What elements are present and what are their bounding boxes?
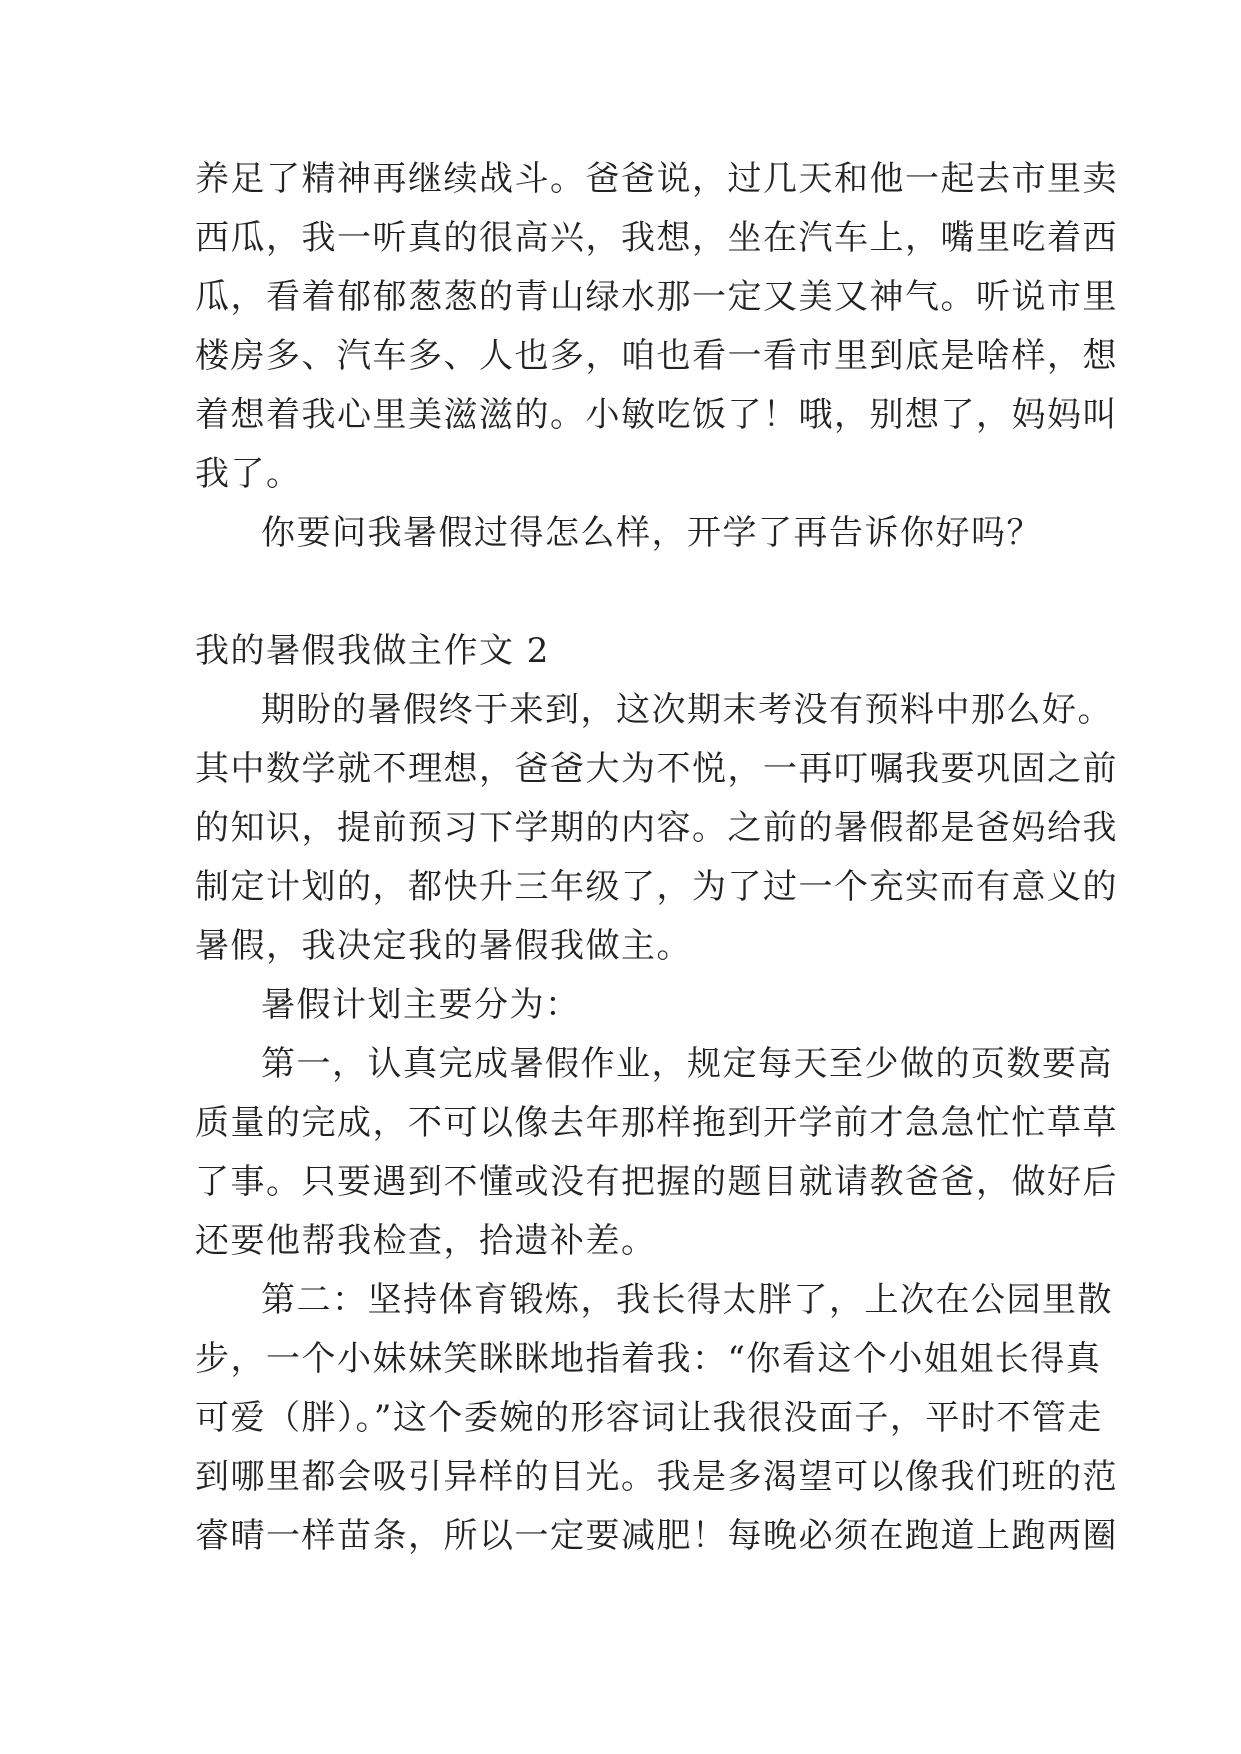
text-line: 楼房多、汽车多、人也多，咱也看一看市里到底是啥样，想 [195, 336, 1118, 376]
text-line: 步，一个小妹妹笑眯眯地指着我：“你看这个小姐姐长得真 [195, 1339, 1102, 1379]
text-line: 瓜，看着郁郁葱葱的青山绿水那一定又美又神气。听说市里 [195, 277, 1118, 317]
text-line: 第二：坚持体育锻炼，我长得太胖了，上次在公园里散 [261, 1280, 1113, 1320]
text-line: 的知识，提前预习下学期的内容。之前的暑假都是爸妈给我 [195, 808, 1118, 848]
section-title: 我的暑假我做主作文 2 [195, 631, 550, 671]
text-line: 我了。 [195, 454, 302, 494]
text-line: 暑假，我决定我的暑假我做主。 [195, 926, 692, 966]
text-line: 了事。只要遇到不懂或没有把握的题目就请教爸爸，做好后 [195, 1162, 1118, 1202]
text-line: 西瓜，我一听真的很高兴，我想，坐在汽车上，嘴里吃着西 [195, 218, 1118, 258]
text-line: 暑假计划主要分为： [261, 985, 581, 1025]
text-line: 制定计划的，都快升三年级了，为了过一个充实而有意义的 [195, 867, 1118, 907]
text-line: 可爱（胖）。”这个委婉的形容词让我很没面子，平时不管走 [195, 1398, 1103, 1438]
text-line: 期盼的暑假终于来到，这次期末考没有预料中那么好。 [261, 690, 1113, 730]
text-line: 养足了精神再继续战斗。爸爸说，过几天和他一起去市里卖 [195, 159, 1118, 199]
text-line: 质量的完成，不可以像去年那样拖到开学前才急急忙忙草草 [195, 1103, 1118, 1143]
text-line: 到哪里都会吸引异样的目光。我是多渴望可以像我们班的范 [195, 1457, 1118, 1497]
section-gap [195, 563, 1075, 622]
document-page [195, 150, 1118, 1566]
text-line: 睿晴一样苗条，所以一定要减肥！每晚必须在跑道上跑两圈 [195, 1516, 1118, 1556]
closing-line: 你要问我暑假过得怎么样，开学了再告诉你好吗？ [261, 513, 1042, 553]
text-line: 还要他帮我检查，拾遗补差。 [195, 1221, 657, 1261]
text-line: 第一，认真完成暑假作业，规定每天至少做的页数要高 [261, 1044, 1113, 1084]
text-line: 着想着我心里美滋滋的。小敏吃饭了！哦，别想了，妈妈叫 [195, 395, 1118, 435]
text-line: 其中数学就不理想，爸爸大为不悦，一再叮嘱我要巩固之前 [195, 749, 1118, 789]
